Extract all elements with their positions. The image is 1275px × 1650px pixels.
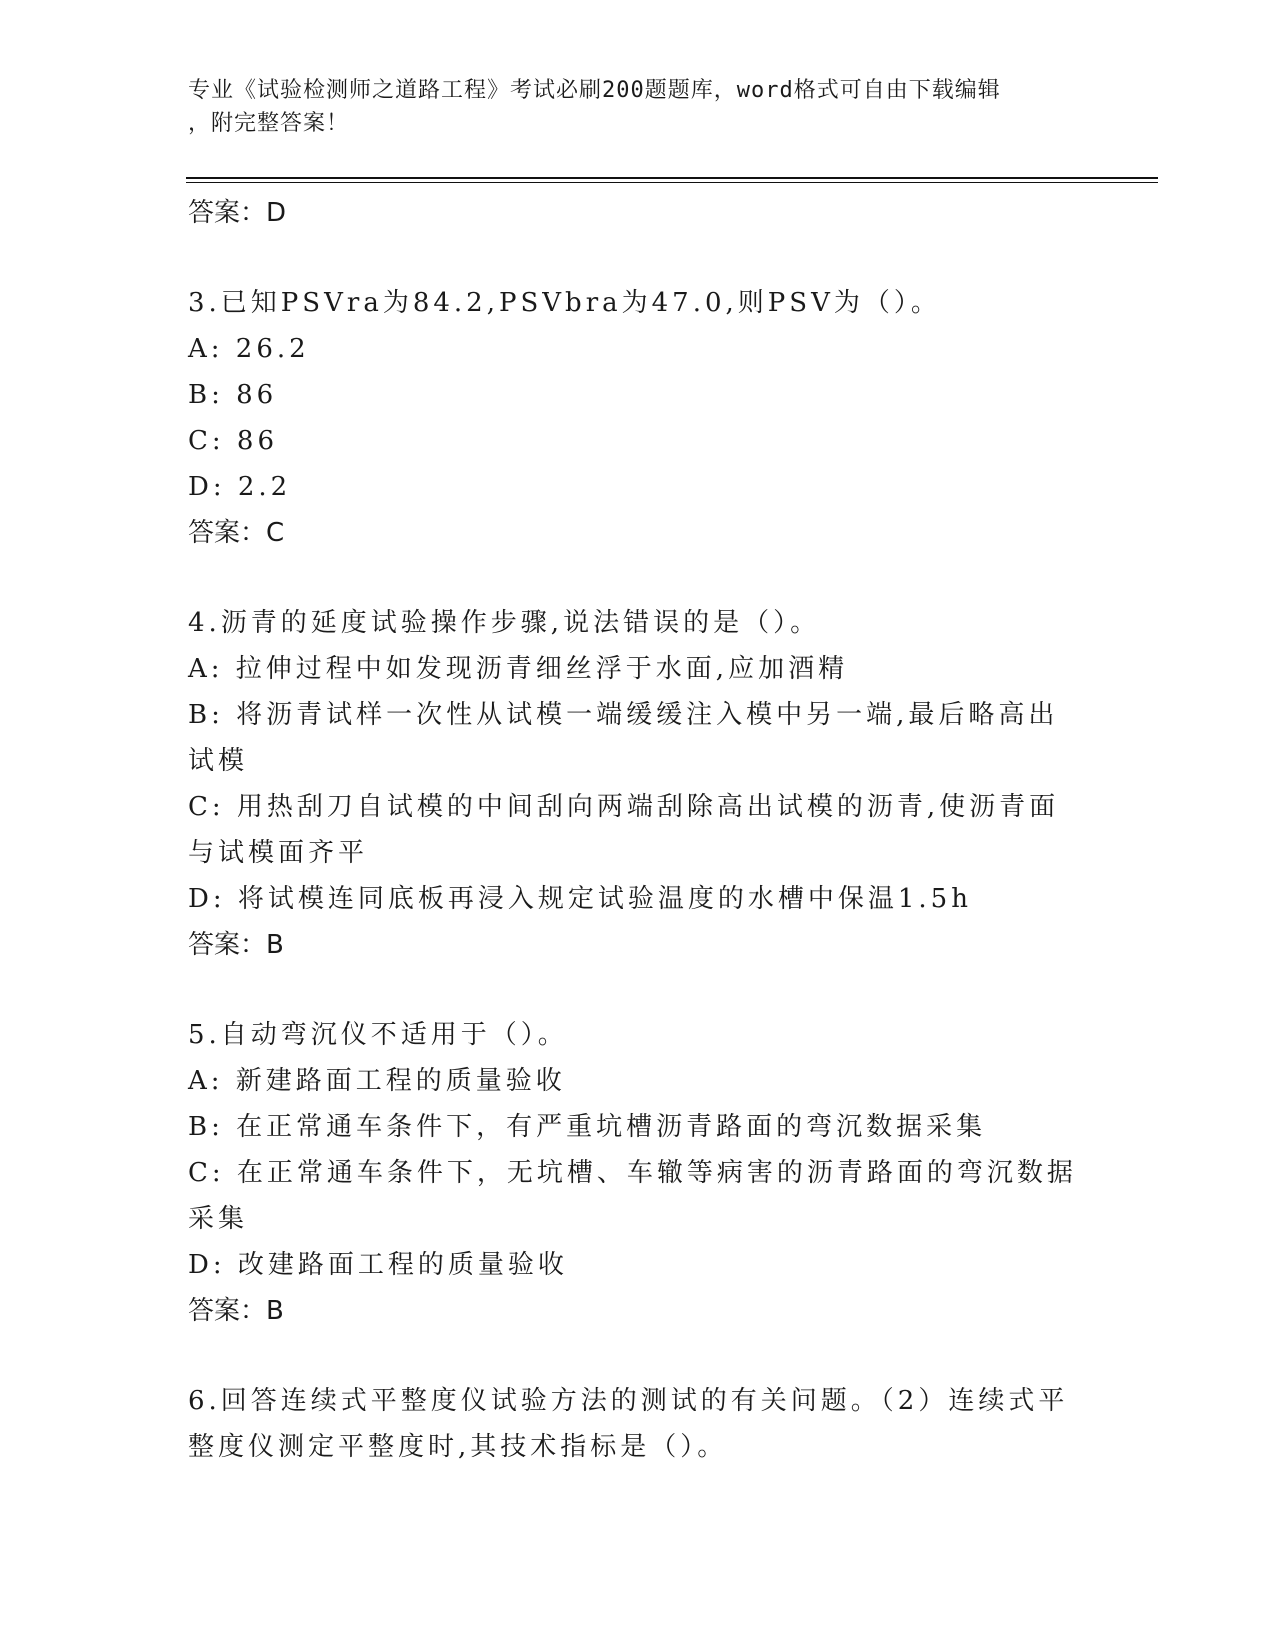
option-a: A: 拉伸过程中如发现沥青细丝浮于水面,应加酒精: [188, 654, 849, 684]
answer-label: 答案：C: [188, 518, 285, 548]
question-stem: 5.自动弯沉仪不适用于（）。: [188, 1020, 568, 1050]
question-3: [188, 280, 1088, 556]
option-d: D: 2.2: [188, 472, 292, 502]
header-divider-top: [186, 177, 1158, 179]
option-b: B: 将沥青试样一次性从试模一端缓缓注入模中另一端,最后略高出试模: [188, 700, 1059, 776]
question-list: [188, 190, 1088, 1470]
option-d: D: 将试模连同底板再浸入规定试验温度的水槽中保温1.5h: [188, 884, 972, 914]
option-b: B: 86: [188, 380, 278, 410]
header-line-1: 专业《试验检测师之道路工程》考试必刷200题题库，word格式可自由下载编辑: [188, 78, 1001, 103]
question-5: [188, 1012, 1088, 1334]
question-stem: 3.已知PSVra为84.2,PSVbra为47.0,则PSV为（）。: [188, 288, 941, 318]
question-4: [188, 600, 1088, 968]
option-d: D: 改建路面工程的质量验收: [188, 1250, 568, 1280]
option-a: A: 新建路面工程的质量验收: [188, 1066, 566, 1096]
answer-label: 答案：B: [188, 1296, 284, 1326]
option-a: A: 26.2: [188, 334, 310, 364]
header-divider-bottom: [186, 182, 1158, 183]
option-c: C: 86: [188, 426, 279, 456]
header-line-2: ，附完整答案！: [188, 111, 350, 136]
answer-label: 答案：D: [188, 198, 287, 228]
document-header: [188, 74, 1088, 140]
answer-label: 答案：B: [188, 930, 284, 960]
option-b: B: 在正常通车条件下，有严重坑槽沥青路面的弯沉数据采集: [188, 1112, 987, 1142]
question-stem: 6.回答连续式平整度仪试验方法的测试的有关问题。（2）连续式平整度仪测定平整度时,其技术指标是（）。: [188, 1386, 1069, 1462]
option-c: C: 在正常通车条件下，无坑槽、车辙等病害的沥青路面的弯沉数据采集: [188, 1158, 1077, 1234]
question-stem: 4.沥青的延度试验操作步骤,说法错误的是（）。: [188, 608, 821, 638]
option-c: C: 用热刮刀自试模的中间刮向两端刮除高出试模的沥青,使沥青面与试模面齐平: [188, 792, 1060, 868]
question-6: [188, 1378, 1088, 1470]
